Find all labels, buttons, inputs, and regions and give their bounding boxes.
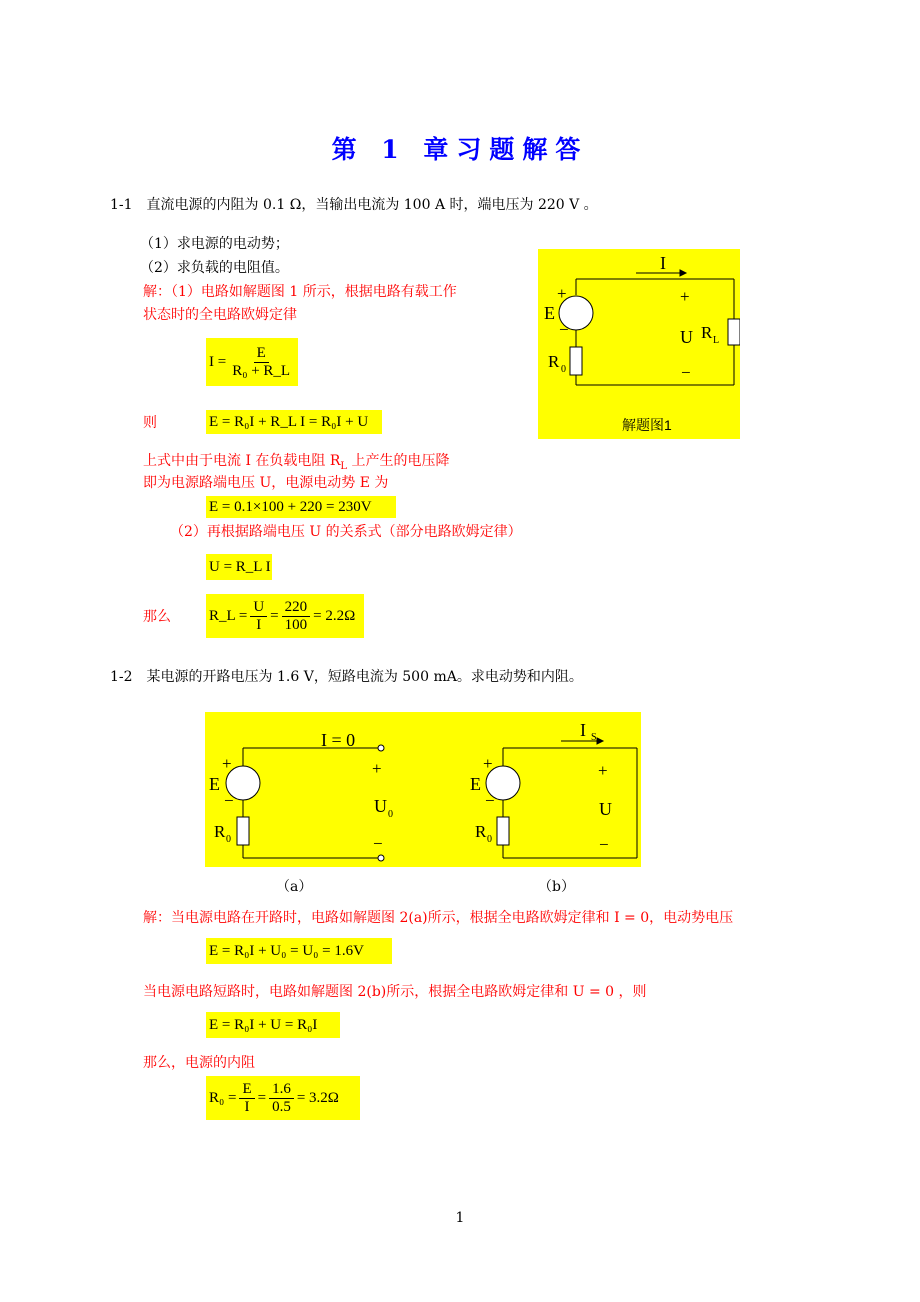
fig-a-plus: + [222,754,232,773]
problem-1-2-statement: 1-2 某电源的开路电压为 1.6 V，短路电流为 500 mA。求电动势和内阻。 [110,669,583,685]
fig-a-voltage-label: U [374,796,387,816]
fraction-numerator: E [239,1081,254,1099]
fig-a-minus: − [224,791,234,810]
circuit-figure-1 [538,249,740,439]
fig-a-source-label: E [209,774,220,794]
fraction-numerator: E [254,345,269,363]
equation-load-resistance: R_L = $\frac{U}{I}$ = $\frac{220}{100}$ = 2.2Ω [206,594,364,638]
fig-b-internal-label: R [475,822,487,841]
fraction-numerator: 220 [282,599,311,617]
current-arrow-icon [680,270,686,276]
fig-b-internal-sub: 0 [487,834,492,845]
then-label: 则 [143,415,157,431]
problem-1-1-statement: 1-1 直流电源的内阻为 0.1 Ω，当输出电流为 100 A 时，端电压为 220 V 。 [110,197,598,213]
figure-current-label: I [660,253,666,273]
fraction [269,1081,294,1116]
fig-b-current-sub: S [591,732,597,743]
equation-current [206,338,298,386]
page-title: 第 1 章习题解答 [331,135,589,164]
fig-a-internal-label: R [214,822,226,841]
fig-b-voltage-label: U [599,799,612,819]
fraction-denominator: I [244,1098,250,1115]
figure-internal-sub: 0 [561,364,566,375]
text-subscript: L [340,460,348,472]
problem-1-1-question-1: （1）求电源的电动势； [140,236,289,252]
solution-1-1-line-3 [143,452,450,476]
figure-plus: + [557,284,567,303]
figure-source-label: E [544,303,555,323]
figure-voltage-plus: + [680,287,690,306]
terminal-icon [378,855,384,861]
solution-1-1-line-4: 即为电源路端电压 U，电源电动势 E 为 [143,475,389,491]
fraction [239,1081,254,1116]
solution-1-1-line-2: 状态时的全电路欧姆定律 [143,307,297,323]
fig-b-voltage-plus: + [598,761,608,780]
figure-minus: − [559,320,569,339]
figure-1-caption: 解题图1 [622,417,672,433]
fig-a-current-label: I = 0 [321,730,356,750]
solution-1-2-line-3: 那么，电源的内阻 [143,1055,255,1071]
figure-load-sub: L [713,335,720,346]
figure-voltage-label: U [680,327,693,347]
figure-voltage-minus: − [681,363,691,382]
figure-load-label: R [701,323,713,342]
current-arrow-icon [597,738,603,744]
solution-1-2-line-2: 当电源电路短路时，电路如解题图 2(b)所示，根据全电路欧姆定律和 U = 0 ，则 [143,984,647,1000]
equation-lhs: I = [209,353,227,370]
fig-b-minus: − [485,791,495,810]
equation-short-circuit: E = R₀I + U = R₀I [206,1012,340,1038]
equation-emf: E = R₀I + R_L I = R₀I + U [206,410,382,434]
internal-resistor [570,347,582,375]
fig-a-internal-sub: 0 [226,834,231,845]
figure-a-label: （a） [276,879,313,895]
load-resistor [728,319,740,345]
fig-a-voltage-sub: 0 [388,809,393,820]
fig-b-plus: + [483,754,493,773]
problem-1-1-question-2: （2）求负载的电阻值。 [140,260,289,276]
equation-internal-resistance: R₀ = $\frac{E}{I}$ = $\frac{1.6}{0.5}$ = 3.2Ω [206,1076,360,1120]
fraction-numerator: U [250,599,267,617]
fraction [229,345,293,380]
text-part: 上产生的电压降 [347,453,450,469]
fig-a-voltage-minus: − [373,834,383,853]
equation-open-circuit: E = R₀I + U₀ = U₀ = 1.6V [206,938,392,964]
terminal-icon [378,745,384,751]
fig-b-current-label: I [580,720,586,740]
fraction-denominator: R₀ + R_L [232,362,291,379]
circuit-figures-2 [205,712,641,867]
solution-1-2-line-1: 解：当电源电路在开路时，电路如解题图 2(a)所示，根据全电路欧姆定律和 I = 0，电动势电压 [143,910,734,926]
fraction-numerator: 1.6 [269,1081,294,1099]
figure-b-label: （b） [538,879,575,895]
equation-rhs: = 3.2Ω [296,1089,339,1106]
fraction [282,599,311,634]
equation-ohms-law: U = R_L I [206,554,272,580]
internal-resistor-a [237,817,249,845]
internal-resistor-b [497,817,509,845]
equation-lhs: R₀ = [209,1089,237,1106]
fig-b-source-label: E [470,774,481,794]
fig-a-voltage-plus: + [372,759,382,778]
solution-1-1-line-1: 解：（1）电路如解题图 1 所示，根据电路有载工作 [143,284,457,300]
figure-internal-label: R [548,352,560,371]
equation-lhs: R_L = [209,607,248,624]
equation-emf-value: E = 0.1×100 + 220 = 230V [206,496,396,518]
fraction [250,599,267,634]
fraction-denominator: 0.5 [272,1098,291,1115]
fraction-denominator: I [256,616,262,633]
so-label: 那么 [143,609,171,625]
fig-b-voltage-minus: − [599,835,609,854]
page-number: 1 [455,1210,465,1226]
fraction-denominator: 100 [284,616,308,633]
equation-rhs: = 2.2Ω [313,607,356,624]
text-part: 上式中由于电流 I 在负载电阻 R [143,453,341,469]
solution-1-1-part-2: （2）再根据路端电压 U 的关系式（部分电路欧姆定律） [170,524,522,540]
